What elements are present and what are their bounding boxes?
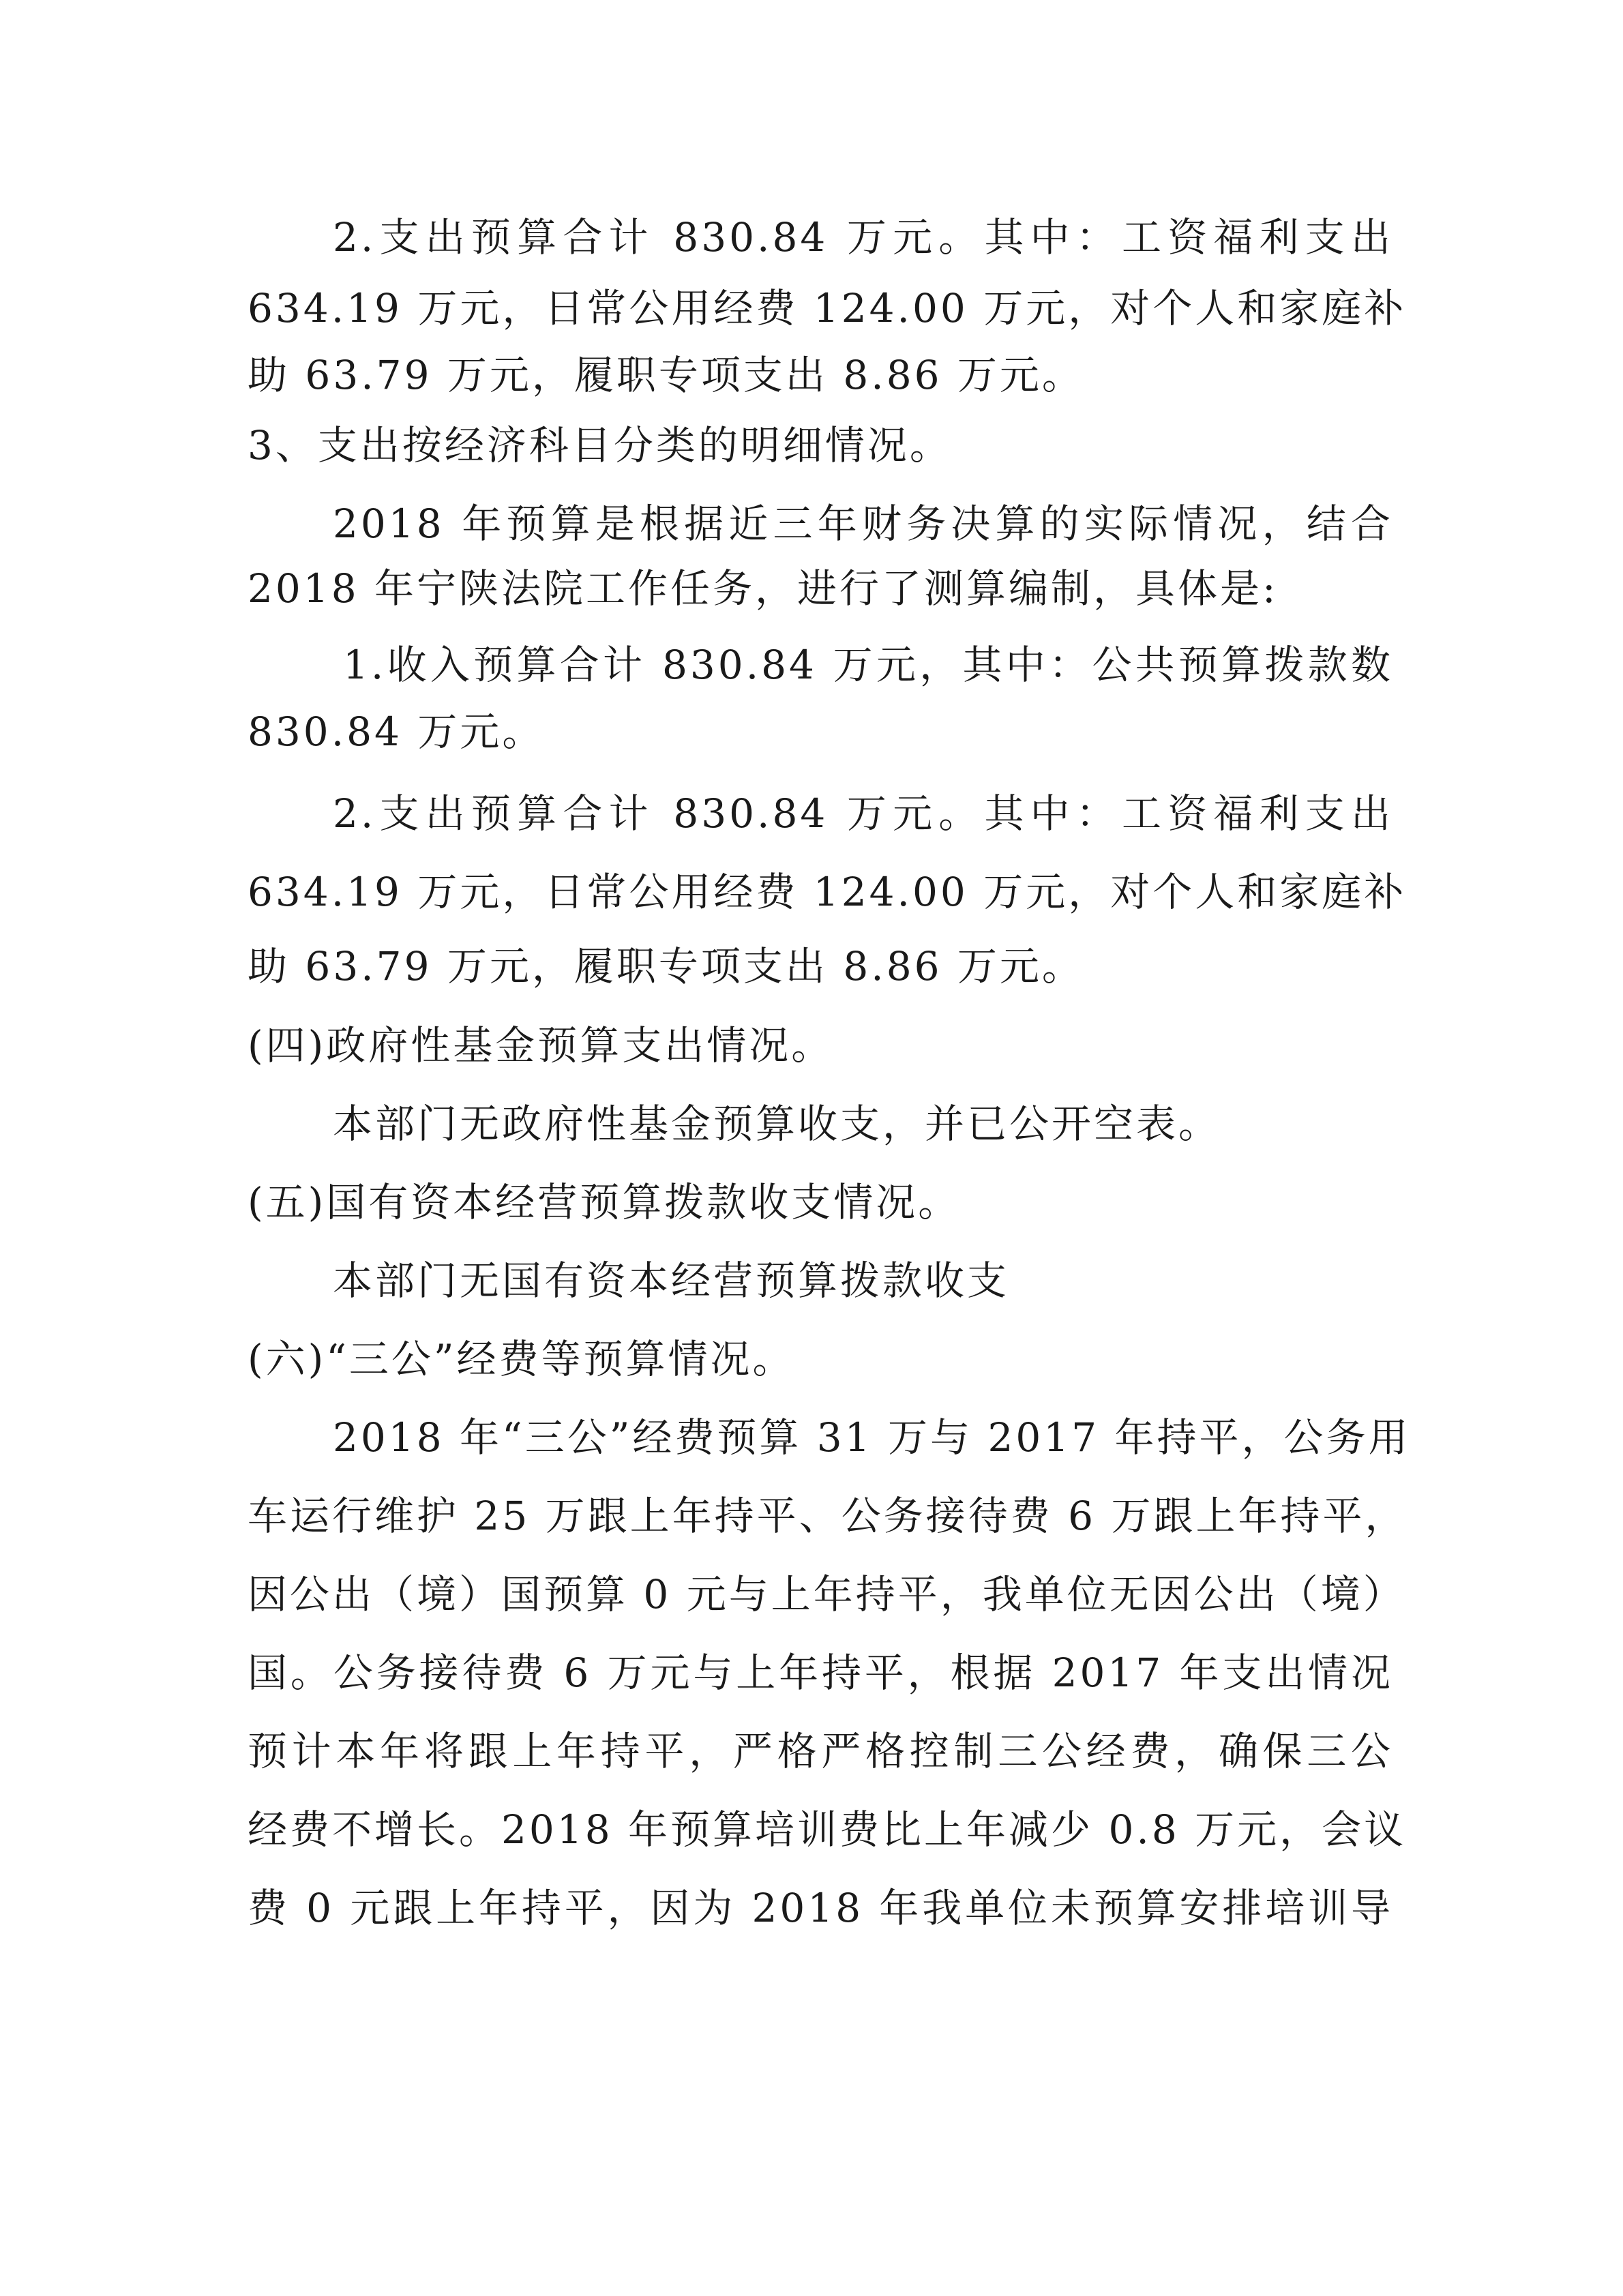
paragraph-line: 2018 年宁陕法院工作任务，进行了测算编制，具体是:: [248, 565, 1279, 612]
paragraph-line: 助 63.79 万元，履职专项支出 8.86 万元。: [248, 352, 1084, 398]
paragraph-line: 费 0 元跟上年持平，因为 2018 年我单位未预算安排培训导: [248, 1885, 1393, 1931]
paragraph-line: 因公出（境）国预算 0 元与上年持平，我单位无因公出（境）: [248, 1571, 1405, 1617]
paragraph-line: 1.收入预算合计 830.84 万元，其中：公共预算拨款数: [343, 642, 1393, 688]
paragraph-line: 经费不增长。2018 年预算培训费比上年减少 0.8 万元，会议: [248, 1806, 1407, 1853]
paragraph-line: 2018 年“三公”经费预算 31 万与 2017 年持平，公务用: [333, 1414, 1411, 1461]
section-heading: (四)政府性基金预算支出情况。: [248, 1022, 834, 1069]
paragraph-line: 车运行维护 25 万跟上年持平、公务接待费 6 万跟上年持平，: [248, 1493, 1408, 1539]
paragraph-line: 830.84 万元。: [248, 709, 545, 755]
paragraph-line: 634.19 万元，日常公用经费 124.00 万元，对个人和家庭补: [248, 285, 1407, 331]
paragraph-line: 634.19 万元，日常公用经费 124.00 万元，对个人和家庭补: [248, 869, 1407, 915]
paragraph-line: 2.支出预算合计 830.84 万元。其中：工资福利支出: [333, 790, 1393, 837]
paragraph-line: 助 63.79 万元，履职专项支出 8.86 万元。: [248, 943, 1084, 989]
paragraph-line: 预计本年将跟上年持平，严格严格控制三公经费，确保三公: [248, 1728, 1393, 1774]
paragraph-line: 国。公务接待费 6 万元与上年持平，根据 2017 年支出情况: [248, 1650, 1393, 1696]
paragraph-line: 2018 年预算是根据近三年财务决算的实际情况，结合: [333, 501, 1393, 547]
section-heading: 3、支出按经济科目分类的明细情况。: [248, 422, 952, 468]
section-heading: (五)国有资本经营预算拨款收支情况。: [248, 1179, 961, 1225]
paragraph-line: 本部门无国有资本经营预算拨款收支: [333, 1257, 1010, 1304]
paragraph-line: 本部门无政府性基金预算收支，并已公开空表。: [333, 1101, 1221, 1147]
section-heading: (六)“三公”经费等预算情况。: [248, 1336, 795, 1382]
paragraph-line: 2.支出预算合计 830.84 万元。其中：工资福利支出: [333, 214, 1393, 260]
